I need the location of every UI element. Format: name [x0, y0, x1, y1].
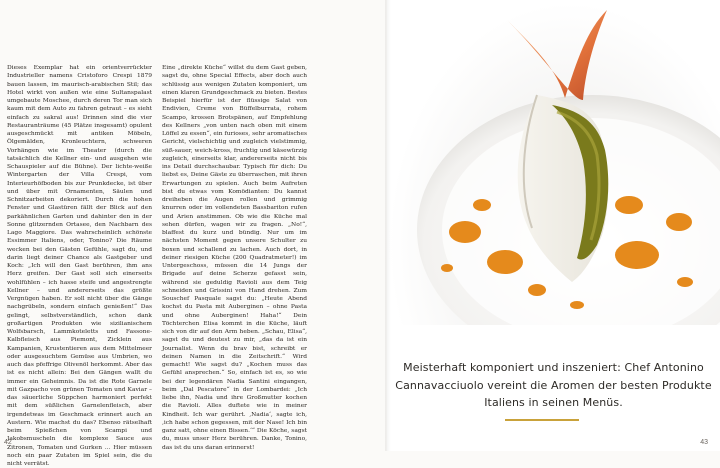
book-gutter — [385, 0, 391, 451]
text-column-2 — [162, 64, 307, 452]
dish-illustration — [387, 0, 720, 325]
caption-accent-rule — [505, 419, 579, 421]
right-page — [387, 0, 720, 451]
column-1-text: Dieses Exemplar hat ein orientverrückter Industrieller namens Cristoforo Crespi 1879 bauen lassen, im maurisch-arabischen Stil; das Hotel wirkt von außen wie eine Sultanspalast umgebaute Moschee, durch deren Tor man sich kaum mit dem Auto zu fahren getraut – es sieht einfach zu sakral aus! Drinnen sind die vier Restauranträume (45 Plätze insgesamt) opulent ausgeschmückt mit antiken Möbeln, Ölgemälden, Kronleuchtern, schweren Vorhängen wie im Theater (durch die tatsächlich die Kellner ein- und ausgehen wie Schauspieler auf die Bühne). Der lichte-weiße Wintergarten der Villa Crespi, vom Interieurhöfboden bis zur Prunkdecke, ist über und über mit Ornamenten, Säulen und Schnitzarbeiten dekoriert. Durch die hohen Fenster und Glastüren fällt der Blick auf den parkähnlichen Garten und dahinter den in der Sonne glitzernden Ortasee, den Nachbarn des Lago Maggiore. Das wahrscheinlich schönste Essimmer Italiens, oder, Tonino? Die Räume wecken bei den Gästen Gefühle, sagt du, und darin liegt deiner Chance als Gastgeber und Koch: „Ich will den Gast berühren, ihm ans Herz greifen. Der Gast soll sich einerseits wohlfühlen – ich hasse steife und angestrengte Kellner – und andererseits das größte Vergnügen haben. Er soll nicht über die Gänge nachgrübeln, sondern einfach genießen!“ Das gelingt, selbstverständlich, schon dank großartigen Produkten wie sizilianischem Wolfsbarsch, Lammkoteletts und Fassone-Kalbfleisch aus Piemont, Zicklein aus Kampanien, Krustentieren aus dem Mittelmeer oder ausgesuchtem Gemüse aus Umbrien, wo auch das pfeffrige Olivenöl herkommt. Aber das ist es nicht allein: Bei den Gängen wallt du immer ein Geheimnis. Da ist die Rote Garnele mit Gazpacho von grünen Tomaten und Kaviar – das säuerliche Süppchen harmoniert perfekt mit dem süßlichen Garnelenfleisch, aber irgendetwas im Geschmack erinnert auch an Austern. Wie machst du das? Ebenso rätselhaft beim Spießchen von Scampi und Jakobsmuscheln die komplexe Sauce aus Zitronen, Tomaten und Gurken … Hier müssen noch ein paar Zutaten im Spiel sein, die du nicht verrätst. — [7, 65, 152, 467]
dish-photo — [387, 0, 720, 325]
text-column-1 — [7, 64, 152, 468]
column-2-text: Eine „direkte Küche“ willst du dem Gast geben, sagst du, ohne Special Effects, aber doch auch schlüssig aus wenigen Zutaten komponiert, um einen klaren Grundgeschmack zu bieten. Bestes Beispiel hierfür ist der flüssige Salat von Endivien, Creme von Büffelburrata, rohem Scampo, krossen Brotspänen, auf Empfehlung des Kellners „von unten nach oben mit einem Löffel zu essen“, ein furioses, sehr aromatisches Gericht, vielschichtig und zugleich vielstimmig, süß-sauer, weich-kross, fruchtig und käsewürzig zugleich, einerseits klar, andererseits nicht bis ins Detail durchschaubar. Typisch für dich: Du liebst es, Deine Gäste zu überraschen, mit ihren Erwartungen zu spielen. Auch beim Aufreten bist du etwas vom Komödianten: Du kannst dreiheben die Augen rollen und grimmig knurren oder im vollendeten Bassbariton rufen und Arien anstimmen. Ob wie die Küche mal sehen dürfen, wagen wir zu fragen. „No!“, blaffest du kurz und bündig. Nur um im nächsten Moment gegen unsere Schulter zu boxen und schallend zu lachen. Auch dort, in deiner riesigen Küche (200 Quadratmeter!) im Untergeschoss, müssen die 14 Jungs der Brigade auf deine Scherze gefasst sein, während sie geduldig Ravioli aus dem Teig schneiden und Grissini von Hand drehen. Zum Souschef Pasquale sagst du: „Heute Abend kochst du Pasta mit Auberginen – ohne Pasta und ohne Auberginen! Haha!“ Dein Töchterchen Elisa kommt in die Küche, läuft sich von dir auf den Arm heben. „Schau, Elisa“, sagst du und deutest zu mir, „das da ist ein Journalist. Wenn du brav bist, schreibt er deinen Namen in die Zeitschrift.“ Wird gemacht! Wie sagst du? „Kochen muss das Gefühl ansprechen.“ So, einfach ist es, so wie bei der legendären Nadia Santini eingangen, beim „Dal Pescatore“ in der Lombardei: „Ich liebe ihn, Nadia und ihre Großmutter kochen die Ravioli. Alles duftete wie in meiner Kindheit. Ich war gerührt. ‚Nadia‘, sagte ich, ‚ich habe schon gegessen, mit der Nase! Ich bin ganz satt, ohne einen Bissen.‘“ Die Köche, sagst du, muss unser Herz berühren. Danke, Tonino, das ist du uns daran erinnerst! — [162, 65, 307, 451]
photo-caption: Meisterhaft komponiert und inszeniert: Chef Antonino Cannavacciuolo vereint die Aromen der besten Produkte Italiens in seinen Menüs. — [395, 361, 712, 409]
fish-tail — [507, 10, 607, 100]
page-number-right: 43 — [700, 439, 708, 446]
page-number-left: 42 — [4, 439, 12, 446]
